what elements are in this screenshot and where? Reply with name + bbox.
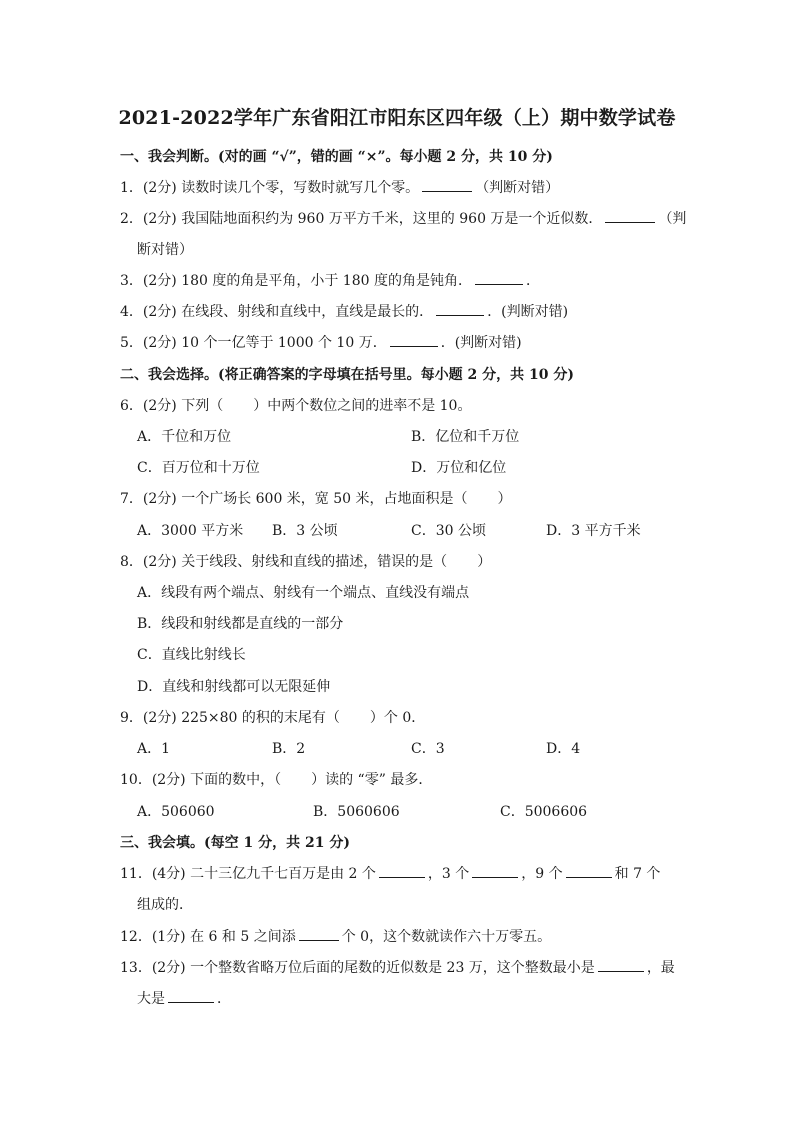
option-b[interactable]: B．亿位和千万位 (411, 429, 520, 445)
question-3: 3．(2分) 180 度的角是平角，小于 180 度的角是钝角． ． (120, 270, 540, 290)
section-1-heading: 一、我会判断。(对的画 “√”，错的画 “×”。每小题 2 分，共 10 分) (120, 149, 553, 165)
section-3-heading: 三、我会填。(每空 1 分，共 21 分) (120, 835, 350, 851)
answer-blank[interactable] (168, 988, 214, 1003)
answer-blank[interactable] (472, 863, 518, 878)
question-13: 13．(2分) 一个整数省略万位后面的尾数的近似数是 23 万，这个整数最小是 ，最 (120, 957, 675, 977)
question-11-continued: 组成的． (137, 897, 193, 913)
section-2-heading: 二、我会选择。(将正确答案的字母填在括号里。每小题 2 分，共 10 分) (120, 367, 574, 383)
option-c[interactable]: C．3 (411, 741, 445, 757)
question-8: 8．(2分) 关于线段、射线和直线的描述，错误的是（ ） (120, 554, 492, 570)
question-5: 5．(2分) 10 个一亿等于 1000 个 10 万． ．(判断对错) (120, 332, 522, 352)
option-a[interactable]: A．千位和万位 (137, 429, 232, 445)
question-11: 11．(4分) 二十三亿九千七百万是由 2 个 ，3 个 ，9 个 和 7 个 (120, 863, 660, 883)
answer-blank[interactable] (605, 208, 655, 223)
answer-blank[interactable] (566, 863, 612, 878)
answer-blank[interactable] (475, 270, 523, 285)
option-c[interactable]: C．百万位和十万位 (137, 460, 260, 476)
option-c[interactable]: C．直线比射线长 (137, 647, 246, 663)
answer-blank[interactable] (299, 926, 339, 941)
option-b[interactable]: B．5060606 (313, 804, 400, 820)
question-9: 9．(2分) 225×80 的积的末尾有（ ）个 0． (120, 710, 426, 726)
question-13-continued: 大是 ． (137, 988, 231, 1008)
answer-blank[interactable] (598, 957, 644, 972)
option-b[interactable]: B．3 公顷 (272, 523, 338, 539)
option-d[interactable]: D．万位和亿位 (411, 460, 507, 476)
answer-blank[interactable] (436, 301, 484, 316)
answer-blank[interactable] (390, 332, 438, 347)
option-d[interactable]: D．3 平方千米 (546, 523, 641, 539)
option-a[interactable]: A．1 (137, 741, 171, 757)
question-4: 4．(2分) 在线段、射线和直线中，直线是最长的． ．(判断对错) (120, 301, 568, 321)
question-10: 10．(2分) 下面的数中，（ ）读的 “零” 最多． (120, 772, 433, 788)
question-6: 6．(2分) 下列（ ）中两个数位之间的进率不是 10。 (120, 398, 472, 414)
option-a[interactable]: A．线段有两个端点、射线有一个端点、直线没有端点 (137, 585, 470, 601)
option-c[interactable]: C．30 公顷 (411, 523, 486, 539)
question-7: 7．(2分) 一个广场长 600 米，宽 50 米，占地面积是（ ） (120, 491, 512, 507)
option-a[interactable]: A．3000 平方米 (137, 523, 244, 539)
option-d[interactable]: D．直线和射线都可以无限延伸 (137, 679, 331, 695)
option-a[interactable]: A．506060 (137, 804, 215, 820)
option-c[interactable]: C．5006606 (500, 804, 588, 820)
question-2: 2．(2分) 我国陆地面积约为 960 万平方千米，这里的 960 万是一个近似数． （判 (120, 208, 686, 228)
answer-blank[interactable] (422, 177, 472, 192)
question-1: 1．(2分) 读数时读几个零，写数时就写几个零。 （判断对错） (120, 177, 559, 197)
option-b[interactable]: B．2 (272, 741, 306, 757)
option-d[interactable]: D．4 (546, 741, 581, 757)
page-title: 2021-2022学年广东省阳江市阳东区四年级（上）期中数学试卷 (118, 107, 676, 129)
option-b[interactable]: B．线段和射线都是直线的一部分 (137, 616, 344, 632)
question-2-continued: 断对错） (137, 242, 193, 258)
question-12: 12．(1分) 在 6 和 5 之间添 个 0，这个数就读作六十万零五。 (120, 926, 551, 946)
answer-blank[interactable] (379, 863, 425, 878)
